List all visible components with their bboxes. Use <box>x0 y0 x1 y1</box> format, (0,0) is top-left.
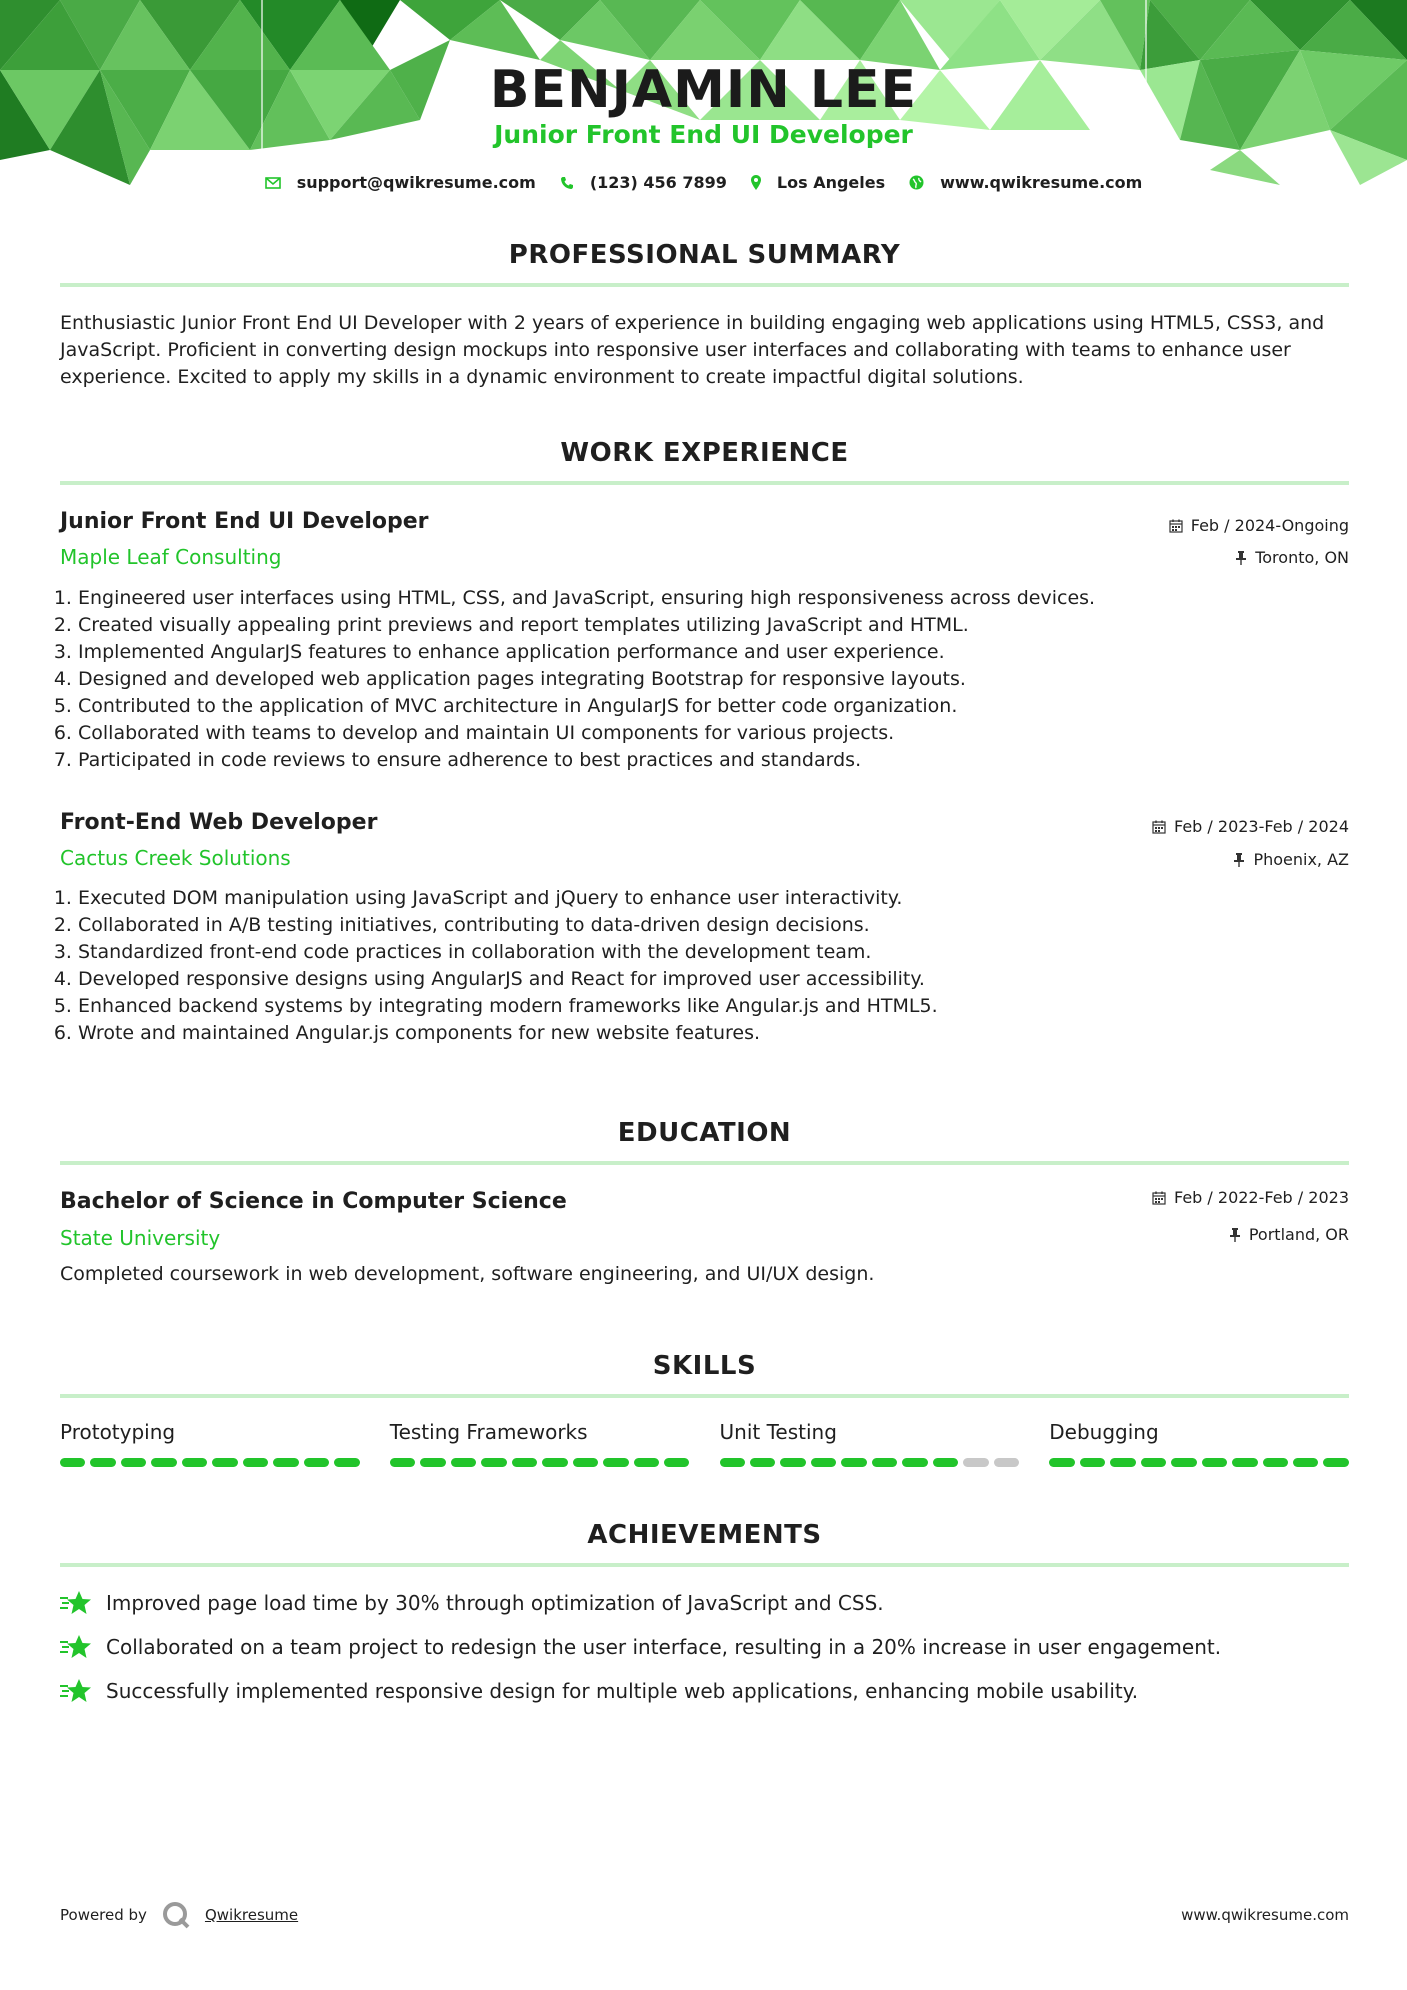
skill-level-segment <box>1202 1458 1227 1467</box>
education-heading: EDUCATION <box>617 1118 792 1148</box>
calendar-icon <box>1169 519 1183 533</box>
skill-level-segment <box>390 1458 415 1467</box>
star-icon <box>60 1590 92 1616</box>
summary-text: Enthusiastic Junior Front End UI Developer with 2 years of experience in building engaging web applications using HTML5, CSS3, and JavaScript. Proficient in converting design mockups into responsive user interfaces and collaborating with teams to enhance user experience. Excited to apply my skills in a dynamic environment to create impactful digital solutions. <box>60 312 1325 388</box>
skill-level-segment <box>90 1458 115 1467</box>
pin-icon <box>1235 551 1247 565</box>
star-icon <box>60 1678 92 1704</box>
skill-level-segment <box>933 1458 958 1467</box>
skill-level-bar <box>390 1458 690 1467</box>
footer-powered-by <box>60 1900 298 1930</box>
skill-level-segment <box>994 1458 1019 1467</box>
list-item: 4. Developed responsive designs using AngularJS and React for improved user accessibility. <box>78 966 1358 993</box>
skill-level-segment <box>182 1458 207 1467</box>
contact-website[interactable] <box>909 173 1142 192</box>
skill-level-segment <box>420 1458 445 1467</box>
job-company-2: Cactus Creek Solutions <box>60 846 291 870</box>
skill-item <box>720 1418 1020 1467</box>
job-title-2: Front-End Web Developer <box>60 810 378 835</box>
list-item: 6. Collaborated with teams to develop and maintain UI components for various projects. <box>78 720 1358 747</box>
skill-level-bar <box>60 1458 360 1467</box>
list-item: 5. Contributed to the application of MVC architecture in AngularJS for better code organization. <box>78 693 1358 720</box>
list-item: 1. Executed DOM manipulation using JavaScript and jQuery to enhance user interactivity. <box>78 885 1358 912</box>
achievement-item <box>60 1633 1221 1661</box>
qwikresume-link[interactable]: Qwikresume <box>204 1906 299 1924</box>
skill-level-segment <box>212 1458 237 1467</box>
skill-level-segment <box>811 1458 836 1467</box>
skill-level-segment <box>1110 1458 1135 1467</box>
achievements-divider <box>60 1563 1349 1567</box>
skill-level-segment <box>121 1458 146 1467</box>
contact-website-text: www.qwikresume.com <box>940 173 1143 192</box>
skill-level-segment <box>634 1458 659 1467</box>
skill-level-segment <box>872 1458 897 1467</box>
skill-level-segment <box>1323 1458 1348 1467</box>
skill-level-segment <box>243 1458 268 1467</box>
achievement-text: Improved page load time by 30% through optimization of JavaScript and CSS. <box>106 1591 884 1615</box>
pin-icon <box>1229 1228 1241 1242</box>
map-marker-icon <box>751 175 761 190</box>
list-item: 3. Standardized front-end code practices in collaboration with the development team. <box>78 939 1358 966</box>
list-item: 6. Wrote and maintained Angular.js components for new website features. <box>78 1020 1358 1047</box>
education-divider <box>60 1161 1349 1165</box>
skill-level-segment <box>273 1458 298 1467</box>
skill-item <box>390 1418 690 1467</box>
skill-level-segment <box>603 1458 628 1467</box>
skill-level-segment <box>1232 1458 1257 1467</box>
skill-level-segment <box>1263 1458 1288 1467</box>
achievement-text: Successfully implemented responsive design for multiple web applications, enhancing mobile usability. <box>106 1679 1139 1703</box>
skill-level-segment <box>1049 1458 1074 1467</box>
job-company-1: Maple Leaf Consulting <box>60 545 282 569</box>
contact-location-text: Los Angeles <box>776 173 886 192</box>
skill-level-segment <box>780 1458 805 1467</box>
skill-level-segment <box>1080 1458 1105 1467</box>
skill-name: Prototyping <box>60 1420 176 1444</box>
job-date-2 <box>1152 816 1349 838</box>
skills-divider <box>60 1394 1349 1398</box>
list-item: 7. Participated in code reviews to ensure adherence to best practices and standards. <box>78 747 1358 774</box>
summary-heading: PROFESSIONAL SUMMARY <box>508 240 901 270</box>
skill-level-segment <box>512 1458 537 1467</box>
contact-email-text: support@qwikresume.com <box>296 173 536 192</box>
list-item: 3. Implemented AngularJS features to enhance application performance and user experience. <box>78 639 1358 666</box>
skill-level-segment <box>664 1458 689 1467</box>
job-location-2 <box>1233 849 1349 871</box>
pin-icon <box>1233 853 1245 867</box>
skill-level-segment <box>963 1458 988 1467</box>
education-degree: Bachelor of Science in Computer Science <box>60 1189 567 1214</box>
list-item: 2. Collaborated in A/B testing initiatives, contributing to data-driven design decisions. <box>78 912 1358 939</box>
achievement-text: Collaborated on a team project to redesign the user interface, resulting in a 20% increase in user engagement. <box>106 1635 1222 1659</box>
skill-level-segment <box>1141 1458 1166 1467</box>
contact-email[interactable] <box>265 173 536 192</box>
skill-name: Debugging <box>1049 1420 1159 1444</box>
contact-phone[interactable] <box>560 173 727 192</box>
job-location-1 <box>1235 547 1349 569</box>
star-icon <box>60 1634 92 1660</box>
contact-phone-text: (123) 456 7899 <box>589 173 727 192</box>
list-item: 4. Designed and developed web application pages integrating Bootstrap for responsive layouts. <box>78 666 1358 693</box>
experience-divider <box>60 481 1349 485</box>
job-bullets-2 <box>52 885 1358 1047</box>
candidate-title: Junior Front End UI Developer <box>494 120 913 149</box>
education-date <box>1152 1187 1349 1209</box>
calendar-icon <box>1152 1191 1166 1205</box>
education-date-text: Feb / 2022-Feb / 2023 <box>1174 1188 1349 1207</box>
education-description: Completed coursework in web development, software engineering, and UI/UX design. <box>60 1263 875 1285</box>
achievements-heading: ACHIEVEMENTS <box>587 1520 822 1550</box>
contact-location <box>751 173 885 192</box>
skill-level-segment <box>481 1458 506 1467</box>
skill-name: Unit Testing <box>719 1420 837 1444</box>
achievement-item <box>60 1677 1138 1705</box>
skills-grid <box>60 1418 1349 1467</box>
education-school: State University <box>60 1226 221 1250</box>
skill-level-segment <box>304 1458 329 1467</box>
candidate-name: BENJAMIN LEE <box>489 60 918 120</box>
job-bullets-1 <box>52 585 1358 774</box>
skill-level-segment <box>720 1458 745 1467</box>
skill-level-bar <box>1049 1458 1349 1467</box>
job-date-1 <box>1169 515 1349 537</box>
calendar-icon <box>1152 820 1166 834</box>
skill-level-segment <box>151 1458 176 1467</box>
achievement-item <box>60 1589 884 1617</box>
skill-level-segment <box>542 1458 567 1467</box>
job-date-text-2: Feb / 2023-Feb / 2024 <box>1174 817 1349 836</box>
job-location-text-2: Phoenix, AZ <box>1253 850 1349 869</box>
skill-level-segment <box>573 1458 598 1467</box>
skill-level-segment <box>750 1458 775 1467</box>
summary-divider <box>60 283 1349 287</box>
education-location-text: Portland, OR <box>1248 1225 1349 1244</box>
skill-item <box>60 1418 360 1467</box>
education-location <box>1229 1224 1349 1246</box>
job-title-1: Junior Front End UI Developer <box>60 509 429 534</box>
list-item: 5. Enhanced backend systems by integrating modern frameworks like Angular.js and HTML5. <box>78 993 1358 1020</box>
envelope-icon <box>265 177 281 189</box>
skill-level-segment <box>1293 1458 1318 1467</box>
skill-level-bar <box>720 1458 1020 1467</box>
globe-icon <box>909 175 924 190</box>
footer-website: www.qwikresume.com <box>1181 1906 1349 1924</box>
skill-level-segment <box>451 1458 476 1467</box>
skill-item <box>1049 1418 1349 1467</box>
qwikresume-logo-icon <box>161 1900 191 1930</box>
experience-heading: WORK EXPERIENCE <box>560 438 849 468</box>
skill-name: Testing Frameworks <box>389 1420 588 1444</box>
job-location-text-1: Toronto, ON <box>1255 548 1349 567</box>
skill-level-segment <box>841 1458 866 1467</box>
powered-by-label: Powered by <box>60 1906 147 1924</box>
skill-level-segment <box>902 1458 927 1467</box>
skill-level-segment <box>1171 1458 1196 1467</box>
phone-icon <box>560 176 574 190</box>
contact-bar <box>0 173 1407 192</box>
skill-level-segment <box>334 1458 359 1467</box>
list-item: 1. Engineered user interfaces using HTML, CSS, and JavaScript, ensuring high responsiveness across devices. <box>78 585 1358 612</box>
job-date-text-1: Feb / 2024-Ongoing <box>1190 516 1349 535</box>
skills-heading: SKILLS <box>652 1351 757 1381</box>
skill-level-segment <box>60 1458 85 1467</box>
list-item: 2. Created visually appealing print previews and report templates utilizing JavaScript and HTML. <box>78 612 1358 639</box>
